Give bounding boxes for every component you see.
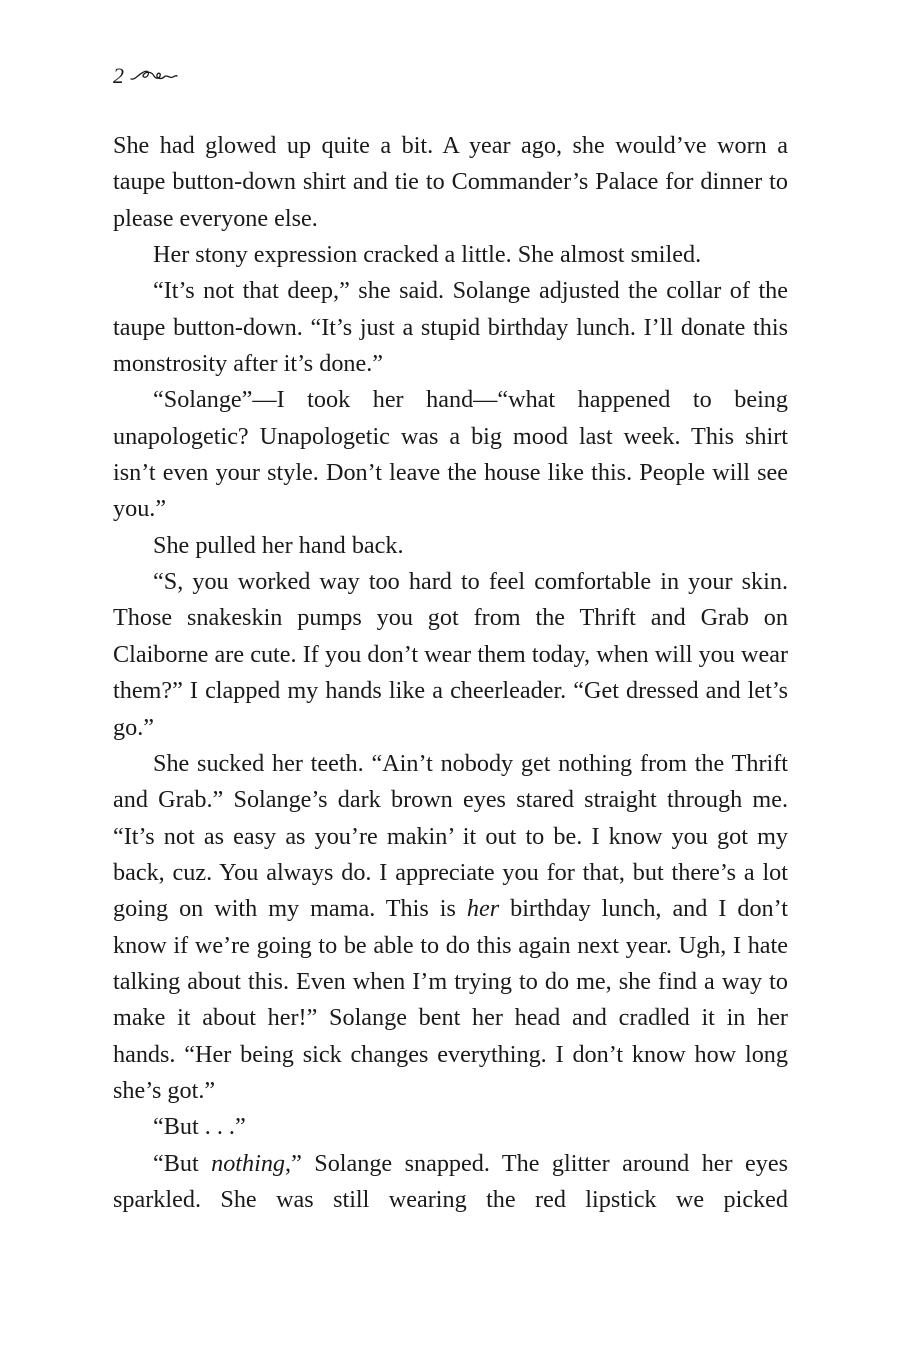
paragraph: She pulled her hand back. (153, 531, 404, 559)
emphasized-word: her (466, 895, 500, 923)
paragraph: “Solange”—I took her hand—“what happened to being unapologetic? Unapologetic was a big mood last week. This shirt isn’t even your style. Don’t leave the house like this. People will see you.” (113, 386, 788, 523)
paragraph-text: “But (153, 1149, 212, 1177)
paragraph: “S, you worked way too hard to feel comfortable in your skin. Those snakeskin pumps you got from the Thrift and Grab on Claiborne are cute. If you don’t wear them today, when will you wear them?” I clapped my hands like a cheerleader. “Get dressed and let’s go.” (113, 568, 788, 741)
paragraph-text: ,” Solange snapped. The glitter around her eyes sparkled. She was still wearing the red lipstick we picked (113, 1149, 788, 1213)
swash-flourish-icon (130, 67, 178, 88)
paragraph: Her stony expression cracked a little. She almost smiled. (153, 241, 702, 269)
paragraph-text: She sucked her teeth. “Ain’t nobody get nothing from the Thrift and Grab.” Solange’s dark brown eyes stared straight through me. “It’s not as easy as you’re makin’ it out to be. I know you got my back, cuz. You always do. I appreciate you for that, but there’s a lot going on with my mama. This is (113, 749, 788, 923)
emphasized-word: nothing (211, 1149, 286, 1177)
paragraph (113, 746, 788, 1109)
paragraph: “It’s not that deep,” she said. Solange adjusted the collar of the taupe button-down. “It’s just a stupid birthday lunch. I’ll donate this monstrosity after it’s done.” (113, 277, 788, 378)
paragraph-text: birthday lunch, and I don’t know if we’re going to be able to do this again next year. Ugh, I hate talking about this. Even when I’m trying to do me, she find a way to make it about her!” Solange bent her head and cradled it in her hands. “Her being sick changes everything. I don’t know how long she’s got.” (113, 895, 788, 1104)
paragraph (113, 1146, 788, 1219)
page-header (113, 60, 178, 92)
paragraph: “But . . .” (153, 1113, 246, 1141)
page-number: 2 (113, 63, 124, 88)
body-text (113, 128, 788, 1218)
paragraph: She had glowed up quite a bit. A year ago, she would’ve worn a taupe button-down shirt and tie to Commander’s Palace for dinner to please everyone else. (113, 132, 788, 232)
